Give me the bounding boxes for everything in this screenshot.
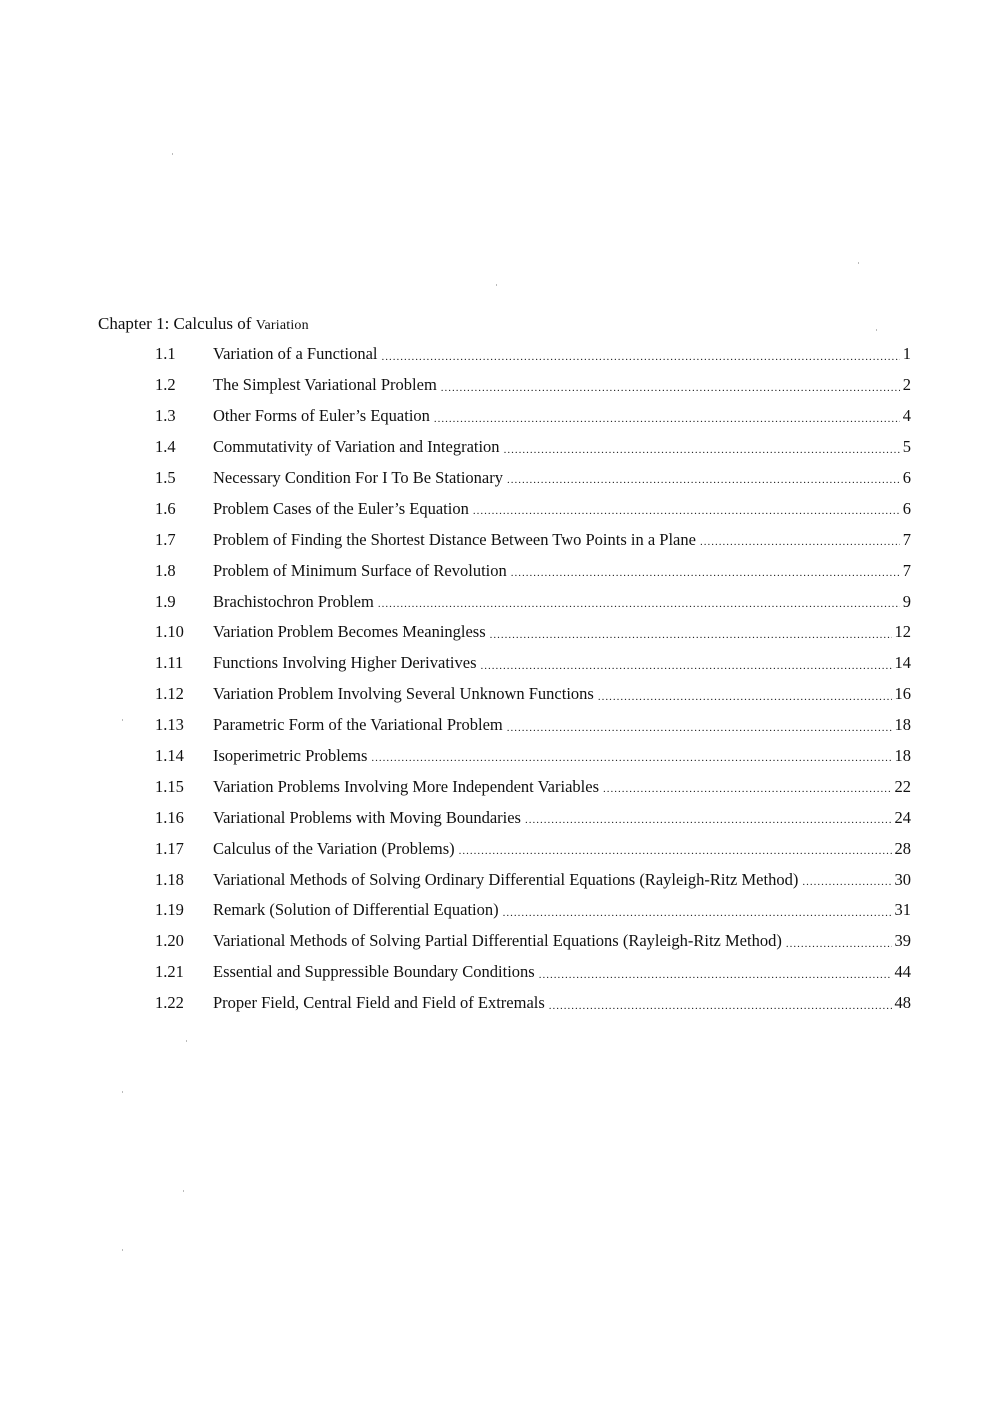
- toc-entry-title: Variational Methods of Solving Ordinary Differential Equations (Rayleigh-Ritz Method): [213, 869, 799, 889]
- toc-entry: [155, 957, 911, 988]
- toc-entry: [155, 802, 911, 833]
- toc-dot-leader: [490, 631, 892, 639]
- toc-dot-leader: [441, 384, 900, 392]
- toc-entry-title: Remark (Solution of Differential Equation): [213, 900, 499, 920]
- toc-entry: [155, 463, 911, 494]
- toc-entry: [155, 926, 911, 957]
- scan-speck: [496, 284, 497, 286]
- toc-entry-page: 5: [902, 437, 911, 457]
- toc-entry-page: 18: [894, 715, 911, 735]
- toc-entry-title: Calculus of the Variation (Problems): [213, 838, 455, 858]
- toc-entry-number: 1.10: [155, 622, 184, 642]
- chapter-heading: [98, 314, 309, 336]
- toc-dot-leader: [507, 476, 900, 484]
- toc-entry: [155, 833, 911, 864]
- toc-entry-number: 1.14: [155, 746, 184, 766]
- toc-entry-page: 44: [894, 962, 911, 982]
- toc-entry-title: Commutativity of Variation and Integration: [213, 437, 500, 457]
- toc-entry-number: 1.1: [155, 344, 176, 364]
- toc-entry-page: 12: [894, 622, 911, 642]
- toc-dot-leader: [434, 415, 900, 423]
- toc-entry: [155, 555, 911, 586]
- toc-entry: [155, 988, 911, 1019]
- toc-entry-number: 1.20: [155, 931, 184, 951]
- toc-entry: [155, 524, 911, 555]
- toc-dot-leader: [473, 507, 900, 515]
- toc-entry-number: 1.6: [155, 498, 176, 518]
- toc-dot-leader: [378, 600, 900, 608]
- toc-entry-page: 28: [894, 838, 911, 858]
- toc-entry: [155, 679, 911, 710]
- toc-entry-number: 1.15: [155, 776, 184, 796]
- scan-speck: [183, 1190, 184, 1192]
- chapter-title-tail: Variation: [255, 318, 309, 333]
- scan-speck: [122, 1091, 123, 1093]
- toc-entry-page: 22: [894, 776, 911, 796]
- toc-entry-number: 1.17: [155, 838, 184, 858]
- toc-entry-title: Proper Field, Central Field and Field of Extremals: [213, 993, 545, 1013]
- scan-speck: [876, 329, 877, 331]
- scan-speck: [122, 719, 123, 721]
- toc-entry-title: Essential and Suppressible Boundary Conditions: [213, 962, 535, 982]
- toc-entry-title: Variational Problems with Moving Boundaries: [213, 807, 521, 827]
- scan-speck: [172, 153, 173, 155]
- toc-entry-number: 1.8: [155, 560, 176, 580]
- toc-entry-title: Necessary Condition For I To Be Stationary: [213, 468, 503, 487]
- toc-entry-title: Problem of Finding the Shortest Distance Between Two Points in a Plane: [213, 529, 696, 549]
- toc-entry-page: 7: [902, 529, 911, 549]
- toc-entry-title: Variation Problems Involving More Independent Variables: [213, 776, 599, 796]
- toc-entry: [155, 617, 911, 648]
- chapter-label: Chapter 1:: [98, 314, 170, 333]
- toc-dot-leader: [382, 353, 900, 361]
- toc-entry: [155, 432, 911, 463]
- toc-entry-number: 1.7: [155, 529, 176, 549]
- toc-entry-page: 6: [902, 498, 911, 518]
- toc-entry-title: Variational Methods of Solving Partial Differential Equations (Rayleigh-Ritz Method): [213, 931, 782, 951]
- toc-entry-number: 1.2: [155, 375, 176, 395]
- toc-entry-page: 2: [902, 375, 911, 395]
- toc-entry-number: 1.11: [155, 653, 184, 673]
- toc-entry-page: 30: [894, 869, 911, 889]
- toc-dot-leader: [786, 940, 892, 948]
- toc-entry: [155, 586, 911, 617]
- toc-entry-title: Variation of a Functional: [213, 344, 378, 364]
- toc-dot-leader: [525, 816, 892, 824]
- toc-entry: [155, 339, 911, 370]
- toc-entry: [155, 370, 911, 401]
- toc-entry-title: Problem Cases of the Euler’s Equation: [213, 498, 469, 518]
- toc-entry-page: 4: [902, 406, 911, 426]
- toc-entry-page: 6: [902, 468, 911, 487]
- toc-entry-page: 16: [894, 684, 911, 704]
- toc-dot-leader: [503, 909, 892, 917]
- scan-speck: [186, 1040, 187, 1042]
- table-of-contents: [155, 339, 911, 1019]
- toc-entry-number: 1.9: [155, 591, 176, 611]
- toc-entry-number: 1.22: [155, 993, 184, 1013]
- toc-dot-leader: [539, 971, 892, 979]
- toc-dot-leader: [459, 847, 892, 855]
- toc-entry: [155, 710, 911, 741]
- toc-entry-page: 14: [894, 653, 911, 673]
- toc-entry-title: Variation Problem Becomes Meaningless: [213, 622, 486, 642]
- toc-dot-leader: [371, 754, 891, 762]
- toc-entry: [155, 648, 911, 679]
- toc-entry-number: 1.16: [155, 807, 184, 827]
- toc-entry-number: 1.18: [155, 869, 184, 889]
- toc-entry-page: 39: [894, 931, 911, 951]
- toc-entry-page: 31: [894, 900, 911, 920]
- toc-entry-page: 1: [902, 344, 911, 364]
- toc-entry-page: 9: [902, 591, 911, 611]
- chapter-title-head: Calculus of: [173, 314, 252, 333]
- toc-entry-number: 1.5: [155, 468, 176, 487]
- toc-dot-leader: [802, 878, 891, 886]
- toc-entry: [155, 864, 911, 895]
- toc-dot-leader: [598, 693, 892, 701]
- toc-dot-leader: [603, 785, 892, 793]
- toc-dot-leader: [504, 446, 900, 454]
- toc-entry-number: 1.3: [155, 406, 176, 426]
- toc-entry: [155, 895, 911, 926]
- toc-dot-leader: [700, 538, 900, 546]
- toc-dot-leader: [549, 1002, 892, 1010]
- toc-entry-title: Other Forms of Euler’s Equation: [213, 406, 430, 426]
- toc-dot-leader: [511, 569, 900, 577]
- scan-speck: [122, 1249, 123, 1251]
- toc-dot-leader: [481, 662, 892, 670]
- toc-entry-title: Functions Involving Higher Derivatives: [213, 653, 477, 673]
- toc-entry-number: 1.4: [155, 437, 176, 457]
- toc-entry: [155, 771, 911, 802]
- toc-dot-leader: [507, 724, 892, 732]
- toc-entry-title: Problem of Minimum Surface of Revolution: [213, 560, 507, 580]
- toc-entry-title: Variation Problem Involving Several Unknown Functions: [213, 684, 594, 704]
- toc-entry-number: 1.19: [155, 900, 184, 920]
- toc-entry-page: 24: [894, 807, 911, 827]
- toc-entry-page: 7: [902, 560, 911, 580]
- toc-entry: [155, 741, 911, 772]
- toc-entry: [155, 401, 911, 432]
- toc-entry: [155, 493, 911, 524]
- toc-entry-number: 1.21: [155, 962, 184, 982]
- toc-entry-page: 48: [894, 993, 911, 1013]
- toc-entry-title: Parametric Form of the Variational Problem: [213, 715, 503, 735]
- toc-entry-title: The Simplest Variational Problem: [213, 375, 437, 395]
- toc-entry-number: 1.13: [155, 715, 184, 735]
- scan-speck: [858, 262, 859, 264]
- toc-entry-title: Isoperimetric Problems: [213, 746, 368, 766]
- toc-entry-title: Brachistochron Problem: [213, 591, 374, 611]
- toc-entry-page: 18: [894, 746, 911, 766]
- toc-entry-number: 1.12: [155, 684, 184, 704]
